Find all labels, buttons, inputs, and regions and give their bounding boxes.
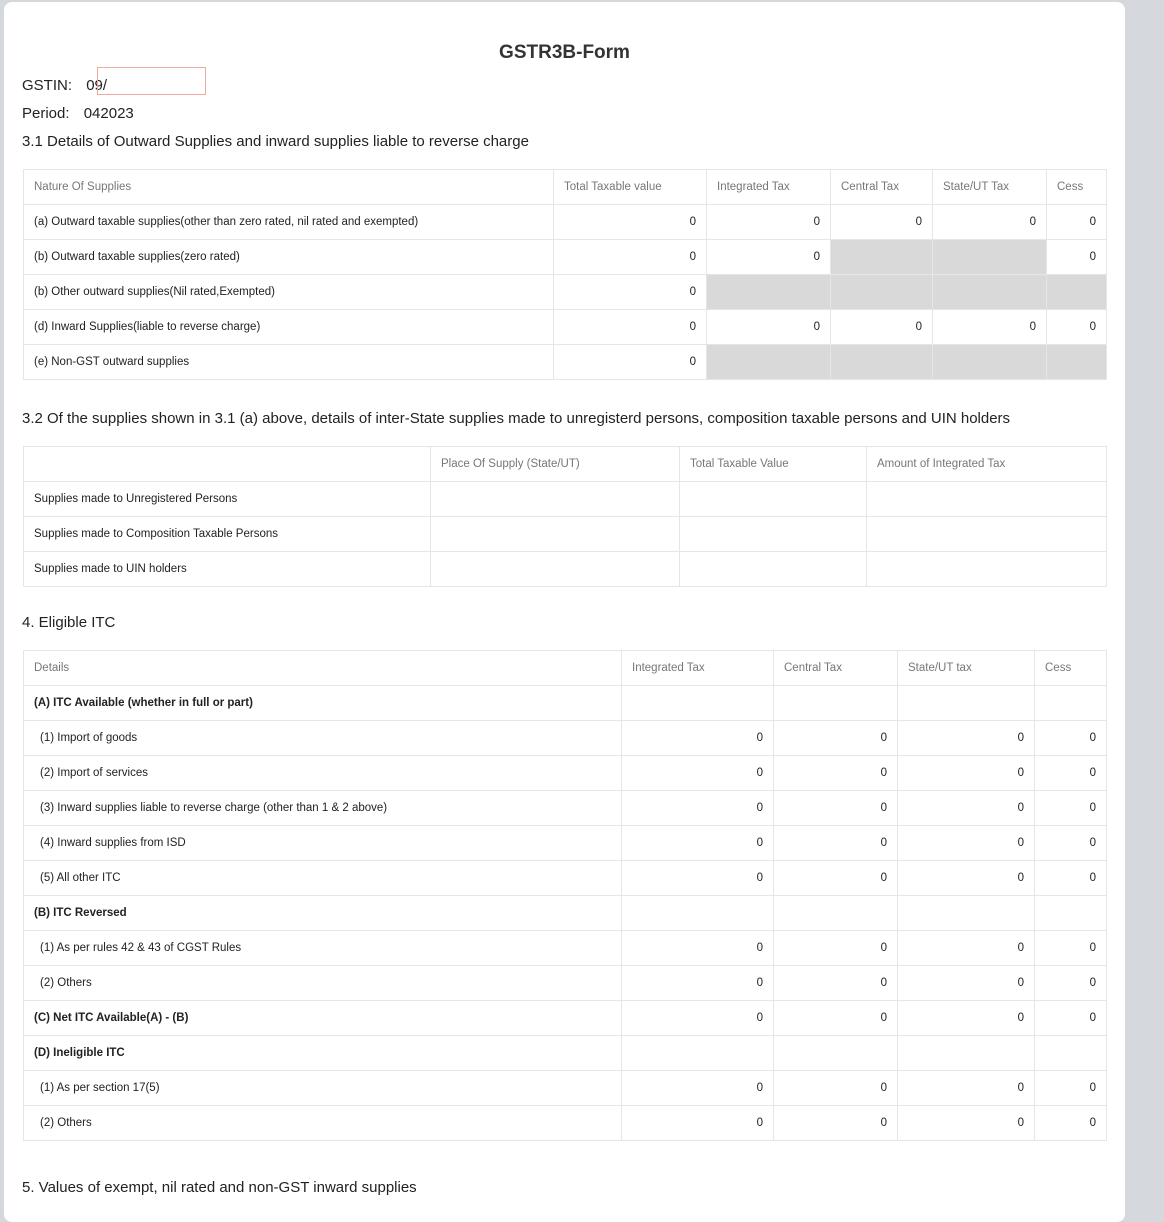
column-header: Total Taxable value — [554, 170, 707, 205]
value-cell: 0 — [898, 966, 1035, 1001]
row-label: (b) Outward taxable supplies(zero rated) — [24, 240, 554, 275]
table-header-row — [24, 170, 1107, 205]
value-cell: 0 — [1035, 721, 1107, 756]
period-row — [22, 105, 134, 122]
empty-cell — [867, 517, 1107, 552]
disabled-cell — [707, 345, 831, 380]
value-cell: 0 — [1035, 861, 1107, 896]
value-cell — [774, 896, 898, 931]
empty-cell — [867, 482, 1107, 517]
row-label: (2) Import of services — [24, 756, 622, 791]
table-row — [24, 482, 1107, 517]
value-cell: 0 — [774, 756, 898, 791]
empty-cell — [431, 482, 680, 517]
section-3-2-title: 3.2 Of the supplies shown in 3.1 (a) above, details of inter-State supplies made to unregisterd persons, composition taxable persons and UIN holders — [22, 410, 1011, 427]
column-header: Nature Of Supplies — [24, 170, 554, 205]
value-cell: 0 — [1035, 791, 1107, 826]
section-5-title: 5. Values of exempt, nil rated and non-GST inward supplies — [22, 1179, 417, 1196]
value-cell: 0 — [1035, 966, 1107, 1001]
value-cell: 0 — [774, 1001, 898, 1036]
outward-supplies-table — [23, 169, 1107, 380]
value-cell: 0 — [554, 310, 707, 345]
gstin-row — [22, 77, 107, 94]
table-row — [24, 686, 1107, 721]
value-cell: 0 — [898, 756, 1035, 791]
column-header: Cess — [1047, 170, 1107, 205]
value-cell — [898, 686, 1035, 721]
value-cell: 0 — [622, 1106, 774, 1141]
section-3-1-title: 3.1 Details of Outward Supplies and inward supplies liable to reverse charge — [22, 133, 529, 150]
table-header-row — [24, 651, 1107, 686]
value-cell: 0 — [707, 240, 831, 275]
inter-state-supplies-table — [23, 446, 1107, 587]
column-header: Total Taxable Value — [680, 447, 867, 482]
form-card — [4, 2, 1125, 1222]
value-cell: 0 — [622, 966, 774, 1001]
row-label: (3) Inward supplies liable to reverse charge (other than 1 & 2 above) — [24, 791, 622, 826]
value-cell — [774, 1036, 898, 1071]
value-cell: 0 — [622, 931, 774, 966]
disabled-cell — [707, 275, 831, 310]
value-cell — [1035, 896, 1107, 931]
table-header-row — [24, 447, 1107, 482]
value-cell: 0 — [622, 721, 774, 756]
row-label: (1) Import of goods — [24, 721, 622, 756]
table-row — [24, 1071, 1107, 1106]
value-cell: 0 — [774, 861, 898, 896]
table-row — [24, 791, 1107, 826]
value-cell: 0 — [1035, 1106, 1107, 1141]
table-row — [24, 310, 1107, 345]
value-cell: 0 — [774, 966, 898, 1001]
value-cell: 0 — [774, 826, 898, 861]
value-cell: 0 — [774, 791, 898, 826]
period-label: Period: — [22, 105, 70, 122]
value-cell: 0 — [898, 826, 1035, 861]
value-cell: 0 — [707, 205, 831, 240]
value-cell: 0 — [831, 205, 933, 240]
value-cell: 0 — [622, 861, 774, 896]
page-title: GSTR3B-Form — [499, 42, 630, 63]
disabled-cell — [1047, 345, 1107, 380]
section-4-title: 4. Eligible ITC — [22, 614, 116, 631]
table-row — [24, 552, 1107, 587]
value-cell — [622, 1036, 774, 1071]
disabled-cell — [831, 275, 933, 310]
column-header — [24, 447, 431, 482]
value-cell: 0 — [898, 1106, 1035, 1141]
disabled-cell — [1047, 275, 1107, 310]
column-header: State/UT Tax — [933, 170, 1047, 205]
gstin-label: GSTIN: — [22, 77, 73, 94]
row-label: (1) As per rules 42 & 43 of CGST Rules — [24, 931, 622, 966]
row-label: Supplies made to Unregistered Persons — [24, 482, 431, 517]
column-header: Integrated Tax — [707, 170, 831, 205]
table-row — [24, 240, 1107, 275]
value-cell: 0 — [1035, 1071, 1107, 1106]
value-cell: 0 — [898, 1001, 1035, 1036]
value-cell — [1035, 686, 1107, 721]
value-cell: 0 — [898, 931, 1035, 966]
row-label: Supplies made to Composition Taxable Persons — [24, 517, 431, 552]
disabled-cell — [933, 345, 1047, 380]
table-row — [24, 721, 1107, 756]
value-cell: 0 — [554, 345, 707, 380]
row-label: (b) Other outward supplies(Nil rated,Exempted) — [24, 275, 554, 310]
value-cell: 0 — [933, 310, 1047, 345]
value-cell: 0 — [622, 791, 774, 826]
empty-cell — [680, 482, 867, 517]
value-cell: 0 — [831, 310, 933, 345]
empty-cell — [431, 552, 680, 587]
empty-cell — [867, 552, 1107, 587]
row-label: (e) Non-GST outward supplies — [24, 345, 554, 380]
row-label: (A) ITC Available (whether in full or part) — [24, 686, 622, 721]
value-cell: 0 — [554, 275, 707, 310]
column-header: Cess — [1035, 651, 1107, 686]
value-cell — [774, 686, 898, 721]
column-header: Details — [24, 651, 622, 686]
table-row — [24, 1106, 1107, 1141]
value-cell: 0 — [1035, 826, 1107, 861]
value-cell: 0 — [1035, 756, 1107, 791]
value-cell: 0 — [622, 1001, 774, 1036]
table-row — [24, 345, 1107, 380]
eligible-itc-table — [23, 650, 1107, 1141]
value-cell: 0 — [774, 931, 898, 966]
table-row — [24, 931, 1107, 966]
value-cell: 0 — [898, 721, 1035, 756]
period-value: 042023 — [83, 105, 134, 122]
table-row — [24, 826, 1107, 861]
value-cell: 0 — [1047, 240, 1107, 275]
value-cell: 0 — [774, 1106, 898, 1141]
value-cell: 0 — [1047, 310, 1107, 345]
table-row — [24, 205, 1107, 240]
empty-cell — [680, 552, 867, 587]
column-header: Place Of Supply (State/UT) — [431, 447, 680, 482]
column-header: State/UT tax — [898, 651, 1035, 686]
value-cell: 0 — [774, 1071, 898, 1106]
row-label: (5) All other ITC — [24, 861, 622, 896]
value-cell — [1035, 1036, 1107, 1071]
row-label: (1) As per section 17(5) — [24, 1071, 622, 1106]
row-label: (a) Outward taxable supplies(other than zero rated, nil rated and exempted) — [24, 205, 554, 240]
value-cell: 0 — [554, 205, 707, 240]
table-row — [24, 861, 1107, 896]
column-header: Central Tax — [774, 651, 898, 686]
table-row — [24, 966, 1107, 1001]
column-header: Integrated Tax — [622, 651, 774, 686]
table-row — [24, 896, 1107, 931]
table-row — [24, 1001, 1107, 1036]
value-cell: 0 — [707, 310, 831, 345]
empty-cell — [431, 517, 680, 552]
disabled-cell — [831, 345, 933, 380]
value-cell: 0 — [933, 205, 1047, 240]
row-label: (2) Others — [24, 966, 622, 1001]
row-label: Supplies made to UIN holders — [24, 552, 431, 587]
table-row — [24, 1036, 1107, 1071]
value-cell — [622, 686, 774, 721]
value-cell — [898, 1036, 1035, 1071]
disabled-cell — [831, 240, 933, 275]
row-label: (D) Ineligible ITC — [24, 1036, 622, 1071]
table-row — [24, 756, 1107, 791]
value-cell: 0 — [622, 756, 774, 791]
value-cell: 0 — [774, 721, 898, 756]
value-cell: 0 — [1035, 1001, 1107, 1036]
row-label: (B) ITC Reversed — [24, 896, 622, 931]
value-cell: 0 — [1035, 931, 1107, 966]
empty-cell — [680, 517, 867, 552]
value-cell — [898, 896, 1035, 931]
row-label: (C) Net ITC Available(A) - (B) — [24, 1001, 622, 1036]
row-label: (2) Others — [24, 1106, 622, 1141]
table-row — [24, 275, 1107, 310]
row-label: (4) Inward supplies from ISD — [24, 826, 622, 861]
value-cell: 0 — [898, 791, 1035, 826]
column-header: Central Tax — [831, 170, 933, 205]
value-cell: 0 — [622, 1071, 774, 1106]
value-cell: 0 — [898, 1071, 1035, 1106]
row-label: (d) Inward Supplies(liable to reverse charge) — [24, 310, 554, 345]
disabled-cell — [933, 275, 1047, 310]
table-row — [24, 517, 1107, 552]
gstin-value: 09/ — [86, 77, 108, 94]
disabled-cell — [933, 240, 1047, 275]
gstin-field[interactable] — [97, 67, 206, 95]
value-cell: 0 — [898, 861, 1035, 896]
value-cell — [622, 896, 774, 931]
value-cell: 0 — [1047, 205, 1107, 240]
value-cell: 0 — [622, 826, 774, 861]
column-header: Amount of Integrated Tax — [867, 447, 1107, 482]
value-cell: 0 — [554, 240, 707, 275]
